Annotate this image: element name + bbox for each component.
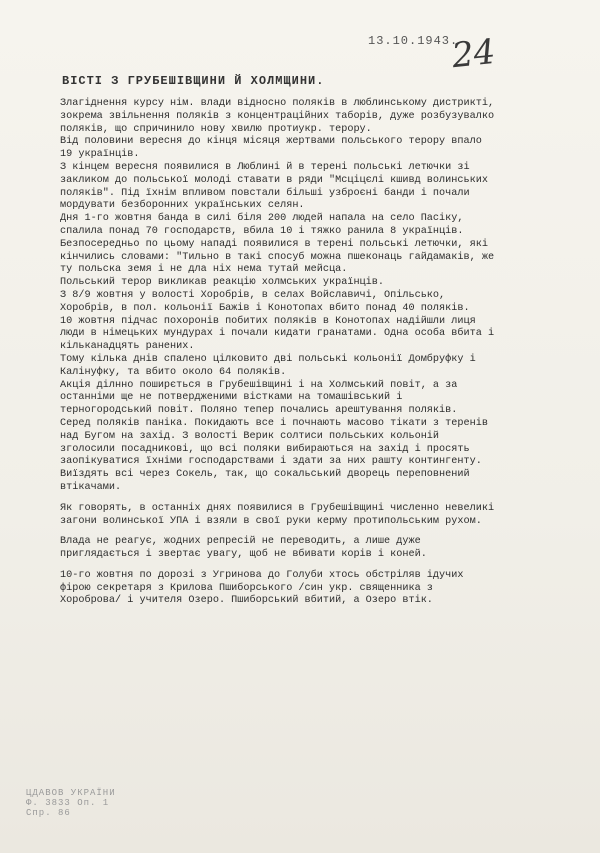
paragraph: 10-го жовтня по дорозі з Угринова до Голуби хтось обстріляв ідучих фірою секретаря з Крилова Пшиборського /син укр. священника з Хороброва/ і учителя Озеро. Пшиборський вбитий, а Озеро втік. bbox=[60, 569, 464, 607]
archive-stamp bbox=[26, 788, 116, 818]
paragraph: Влада не реагує, жодних репресій не переводить, а лише дуже приглядається і звертає увагу, щоб не вбивати корів і коней. bbox=[60, 536, 427, 561]
paragraph: Як говорять, в останніх днях появилися в Грубешівщині численно невеликі загони волинської УПА і взяли в свої руки керму протипольським рухом. bbox=[60, 502, 495, 527]
stamp-line: ЦДАВОВ УКРАЇНИ bbox=[26, 788, 116, 798]
paragraph: 10 жовтня підчас похоронів побитих поляків в Конотопах надійшли лиця люди в німецьких мундурах і почали кидати гранатами. Одна особа вбита і кільканадцять ранених. bbox=[60, 315, 495, 353]
document-title: ВІСТІ З ГРУБЕШІВЩИНИ Й ХОЛМЩИНИ. bbox=[62, 74, 325, 88]
paragraph: Тому кілька днів спалено цілковито дві польські кольонії Домбруфку і Калінуфку, та вбито около 64 поляків. bbox=[60, 353, 476, 378]
paragraph: Серед поляків паніка. Покидають все і почнають масово тікати з теренів над Бугом на захід. З волості Верик солтиси польських кольоній зголосили посадникові, що всі поляки вибираються на захід і просять заопікуватися їхніми господарствами і здати за них рашту контингенту. Виїздять всі через Сокель, так, що сокальський дворець переповнений втікачами. bbox=[60, 417, 488, 493]
handwritten-folio-number: 24 bbox=[450, 31, 498, 77]
paragraph: Польський терор викликав реакцію холмських українців. bbox=[60, 277, 385, 289]
stamp-line: Ф. 3833 Оп. 1 bbox=[26, 798, 110, 808]
paragraph: Від половини вересня до кінця місяця жертвами польського терору впало 19 українців. bbox=[60, 136, 482, 161]
document-date: 13.10.1943. bbox=[368, 34, 459, 48]
paragraph: Акція ділнно поширється в Грубешівщині і на Холмський повіт, а за останніми ще не потвердженими вістками на томашівський і терногородський повіт. Поляно тепер почались арештування поляків. bbox=[60, 379, 458, 417]
paragraph: Дня 1-го жовтня банда в силі біля 200 людей напала на село Пасіку, спалила понад 70 господарств, вбила 10 і тяжко ранила 8 українців. Безпосередньо по цьому нападі появилися в терені польські летючки, які кінчились словами: "Тильно в такі спосуб можна пшеконаць гайдамаків, же ту польска земя і не дла ніх нема тутай мейсца. bbox=[60, 213, 495, 276]
paragraph: Злагіднення курсу нім. влади відносно поляків в люблинському дистрикті, зокрема звільнення поляків з концентраційних таборів, дуже розбузувалко поляків, що спричинило нову хвилю протиукр. терору. bbox=[60, 98, 495, 135]
stamp-line: Спр. 86 bbox=[26, 808, 71, 818]
document-body bbox=[60, 98, 496, 608]
paragraph: З 8/9 жовтня у волості Хоробрів, в селах Войславичі, Опільсько, Хоробрів, в пол. кольонії Бажів і Конотопах вбито понад 40 поляків. bbox=[60, 289, 470, 314]
paragraph: З кінцем вересня появилися в Люблині й в терені польські летючки зі закликом до польської молоді ставати в ряди "Мсціцєлі кшивд волинських поляків". Під їхнім впливом повстали більші узброєні банди і почали мордувати безборонних українських селян. bbox=[60, 161, 488, 212]
